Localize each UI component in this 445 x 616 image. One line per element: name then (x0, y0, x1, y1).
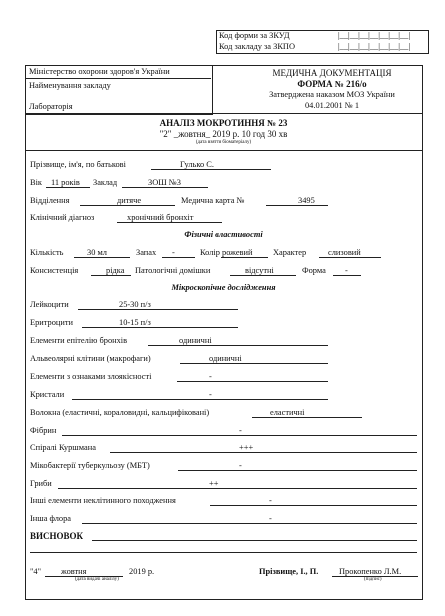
fungi-value: ++ (209, 479, 219, 488)
analysis-date-caption: (дата взяття біоматеріалу) (195, 140, 252, 145)
card-value: 3495 (298, 196, 315, 205)
malignant-line (177, 381, 328, 382)
alveolar-line (180, 363, 328, 364)
leuko-label: Лейкоцити (30, 300, 69, 309)
color-value: рожевий (222, 248, 253, 257)
conclusion-label: ВИСНОВОК (30, 531, 84, 541)
sign-label: Прізвище, І., П. (259, 567, 319, 576)
zkpo-label: Код закладу за ЗКПО (219, 42, 295, 51)
fibers-value: еластичні (270, 408, 305, 417)
dept-value: дитяче (117, 196, 142, 205)
sign-value: Прокопенко Л.М. (339, 567, 402, 576)
shape-value: - (345, 266, 348, 275)
zkpo-boxes: |__|__|__|__|__|__|__| (338, 42, 411, 51)
fibers-line (252, 417, 362, 418)
spirals-value: +++ (239, 443, 254, 452)
age-line (46, 187, 90, 188)
consistency-value: рідка (106, 266, 125, 275)
character-label: Характер (273, 248, 307, 257)
mbt-line (178, 470, 417, 471)
age-label: Вік (30, 178, 42, 187)
leuko-value: 25-30 п/з (119, 300, 151, 309)
issue-month: жовтня (61, 567, 87, 576)
flora-label: Інша флора (30, 514, 72, 523)
name-label: Прізвище, ім'я, по батькові (30, 160, 126, 169)
school-label: Заклад (93, 178, 118, 187)
smell-label: Запах (136, 248, 157, 257)
card-line (266, 205, 328, 206)
issue-caption: (дата видачі аналізу) (75, 577, 119, 582)
dept-line (80, 205, 175, 206)
character-value: слизовий (328, 248, 361, 257)
school-line (122, 187, 208, 188)
erythro-line (82, 327, 238, 328)
amount-value: 30 мл (87, 248, 107, 257)
other-elements-label: Інші елементи неклітинного походження (30, 496, 176, 505)
spirals-line (110, 452, 417, 453)
fungi-line (58, 488, 417, 489)
epith-label: Елементи епітелію бронхів (30, 336, 128, 345)
epith-line (148, 345, 328, 346)
diagnosis-label: Клінічний діагноз (30, 213, 95, 222)
crystals-line (72, 399, 328, 400)
ministry-underline (26, 78, 211, 79)
conclusion-line-2 (30, 552, 417, 553)
dept-label: Відділення (30, 196, 70, 205)
erythro-label: Еритроцити (30, 318, 74, 327)
physical-heading: Фізичні властивості (184, 230, 263, 239)
fibrin-value: - (239, 426, 242, 435)
school-value: ЗОШ №3 (148, 178, 181, 187)
age-value: 11 років (51, 178, 80, 187)
institution-label: Найменування закладу (29, 81, 111, 90)
analysis-date: "2" _жовтня_ 2019 р. 10 год 30 хв (159, 129, 288, 139)
doc-title: МЕДИЧНА ДОКУМЕНТАЦІЯ (272, 68, 392, 78)
diagnosis-line (117, 222, 222, 223)
epith-value: одиничні (179, 336, 212, 345)
other-elements-value: - (269, 496, 272, 505)
admixtures-line (230, 275, 296, 276)
fibers-label: Волокна (еластичні, кораловидні, кальцифіковані) (30, 408, 210, 417)
ministry-label: Міністерство охорони здоров'я України (29, 67, 170, 76)
alveolar-value: одиничні (209, 354, 242, 363)
character-line (319, 257, 381, 258)
flora-value: - (269, 514, 272, 523)
admixtures-value: відсутні (245, 266, 274, 275)
shape-label: Форма (302, 266, 326, 275)
micro-heading: Мікроскопічне дослідження (171, 283, 276, 292)
alveolar-label: Альвеолярні клітини (макрофаги) (30, 354, 151, 363)
malignant-value: - (209, 372, 212, 381)
crystals-value: - (209, 390, 212, 399)
fungi-label: Гриби (30, 479, 52, 488)
issue-year: 2019 р. (129, 567, 155, 576)
form-frame (25, 65, 423, 600)
zkud-boxes: |__|__|__|__|__|__|__| (338, 31, 411, 40)
mbt-value: - (239, 461, 242, 470)
crystals-label: Кристали (30, 390, 65, 399)
title-separator (25, 150, 422, 151)
mbt-label: Мікобактерії туберкульозу (МБТ) (30, 461, 150, 470)
other-elements-line (210, 505, 417, 506)
color-label: Колір (200, 248, 220, 257)
approved-date: 04.01.2001 № 1 (304, 101, 360, 110)
approved-by: Затверджена наказом МОЗ України (269, 90, 395, 99)
zkud-label: Код форми за ЗКУД (219, 31, 290, 40)
flora-line (82, 523, 417, 524)
erythro-value: 10-15 п/з (119, 318, 151, 327)
conclusion-line (92, 540, 417, 541)
analysis-title: АНАЛІЗ МОКРОТИННЯ № 23 (159, 118, 288, 128)
card-label: Медична карта № (181, 196, 245, 205)
form-number: ФОРМА № 216/о (297, 79, 367, 89)
name-line (151, 169, 271, 170)
sign-caption: (підпис) (364, 577, 382, 582)
fibrin-line (62, 435, 417, 436)
laboratory-label: Лабораторія (29, 102, 73, 111)
fibrin-label: Фібрин (30, 426, 57, 435)
spirals-label: Спіралі Куршмана (30, 443, 96, 452)
amount-label: Кількість (30, 248, 64, 257)
header-separator (25, 113, 422, 114)
malignant-label: Елементи з ознаками злоякісності (30, 372, 152, 381)
consistency-line (91, 275, 131, 276)
diagnosis-value: хронічний бронхіт (127, 213, 194, 222)
smell-line (162, 257, 195, 258)
amount-line (74, 257, 130, 258)
color-line (221, 257, 268, 258)
shape-line (333, 275, 361, 276)
consistency-label: Консистенція (30, 266, 79, 275)
smell-value: - (172, 248, 175, 257)
name-value: Гулько С. (180, 160, 214, 169)
leuko-line (78, 309, 238, 310)
issue-day: "4" (30, 567, 42, 576)
admixtures-label: Патологічні домішки (135, 266, 211, 275)
